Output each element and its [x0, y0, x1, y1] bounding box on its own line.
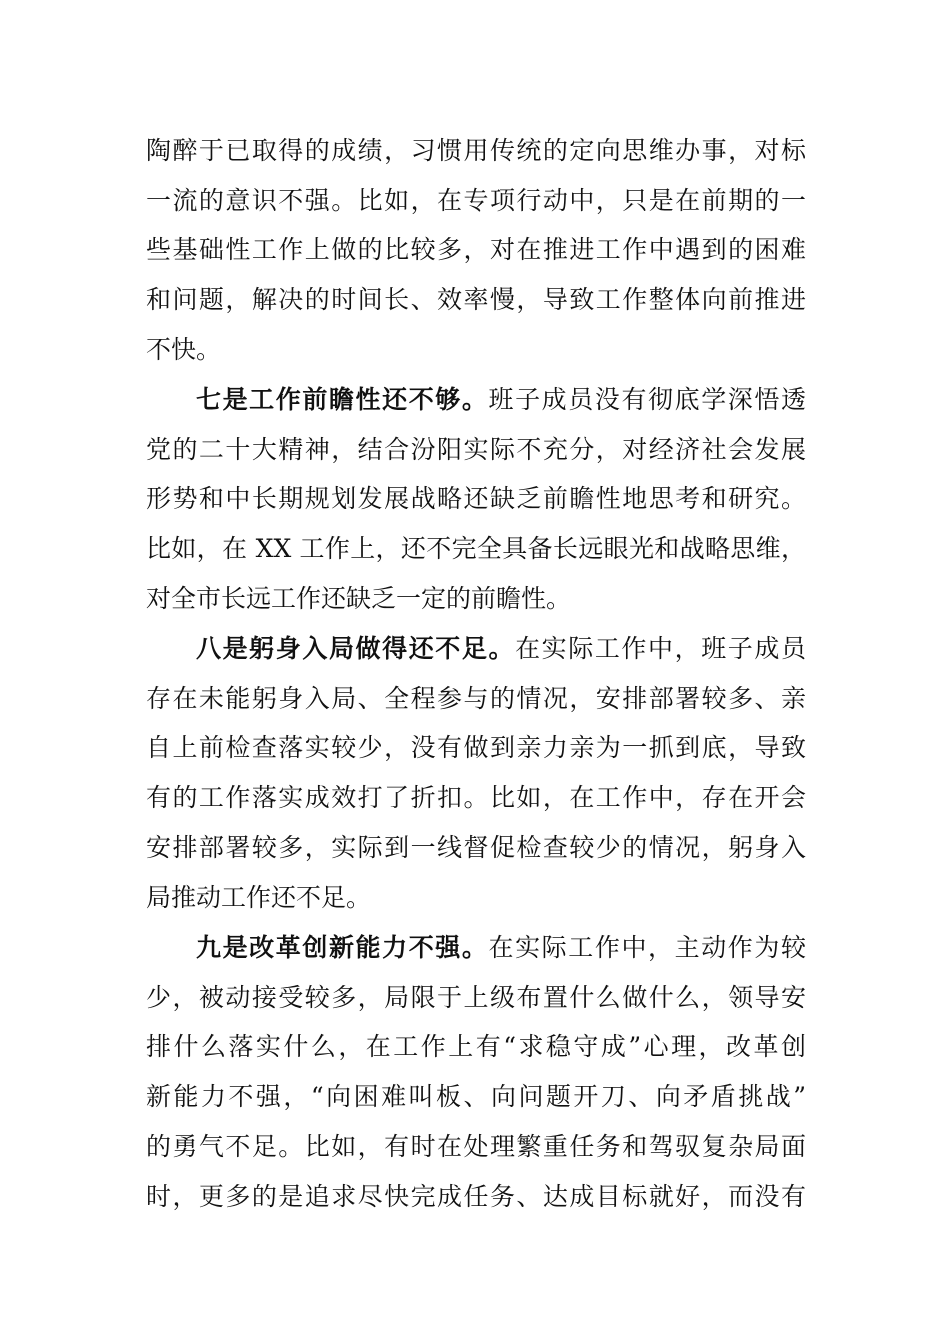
- text-line: 安排部署较多，实际到一线督促检查较少的情况，躬身入: [146, 833, 806, 862]
- text-line: 的勇气不足。比如，有时在处理繁重任务和驾驭复杂局面: [146, 1132, 806, 1161]
- paragraph-text: 在实际工作中，班子成员: [515, 634, 806, 663]
- text-line: 有的工作落实成效打了折扣。比如，在工作中，存在开会: [146, 783, 806, 812]
- paragraph-text: 班子成员没有彻底学深悟透: [488, 385, 806, 414]
- section-heading: 八是躬身入局做得还不足。: [196, 634, 516, 663]
- paragraph-text: 在实际工作中，主动作为较: [488, 933, 806, 962]
- text-line: 局推动工作还不足。: [146, 883, 372, 912]
- text-line: 少，被动接受较多，局限于上级布置什么做什么，领导安: [146, 983, 806, 1012]
- text-line: 和问题，解决的时间长、效率慢，导致工作整体向前推进: [146, 285, 806, 314]
- text-line: 陶醉于已取得的成绩，习惯用传统的定向思维办事，对标: [146, 136, 806, 165]
- text-line: 对全市长远工作还缺乏一定的前瞻性。: [146, 584, 572, 613]
- paragraph-first-line: [196, 928, 806, 968]
- text-line: 比如，在 XX 工作上，还不完全具备长远眼光和战略思维，: [146, 534, 806, 563]
- section-heading: 七是工作前瞻性还不够。: [196, 385, 489, 414]
- text-line: 排什么落实什么，在工作上有“求稳守成”心理，改革创: [146, 1032, 806, 1061]
- text-line: 些基础性工作上做的比较多，对在推进工作中遇到的困难: [146, 235, 806, 264]
- text-line: 自上前检查落实较少，没有做到亲力亲为一抓到底，导致: [146, 733, 806, 762]
- text-line: 不快。: [146, 335, 222, 364]
- section-heading: 九是改革创新能力不强。: [196, 933, 489, 962]
- text-line: 存在未能躬身入局、全程参与的情况，安排部署较多、亲: [146, 684, 806, 713]
- text-line: 党的二十大精神，结合汾阳实际不充分，对经济社会发展: [146, 435, 806, 464]
- paragraph-first-line: [196, 380, 806, 420]
- text-line: 形势和中长期规划发展战略还缺乏前瞻性地思考和研究。: [146, 484, 806, 513]
- text-line: 时，更多的是追求尽快完成任务、达成目标就好，而没有: [146, 1182, 806, 1211]
- paragraph-first-line: [196, 629, 806, 669]
- text-line: 新能力不强，“向困难叫板、向问题开刀、向矛盾挑战”: [146, 1082, 806, 1111]
- text-line: 一流的意识不强。比如，在专项行动中，只是在前期的一: [146, 186, 806, 215]
